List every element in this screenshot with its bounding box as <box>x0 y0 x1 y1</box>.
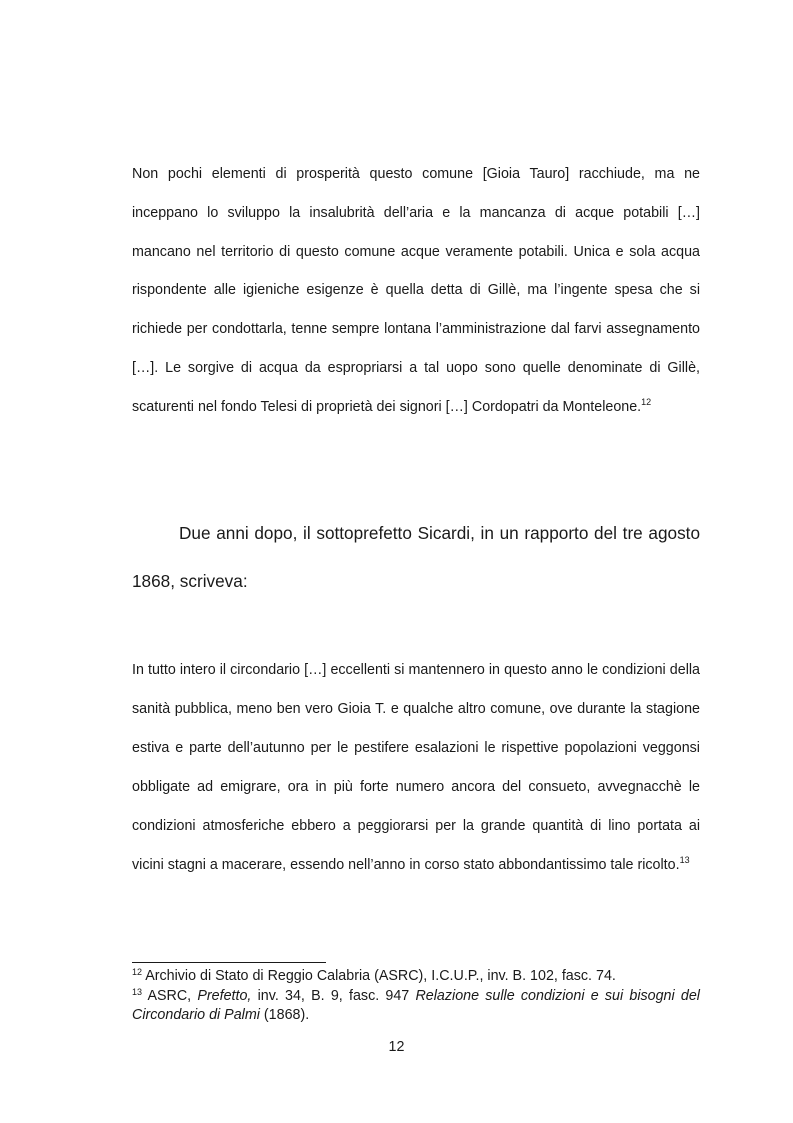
footnote-text: inv. 34, B. 9, fasc. 947 <box>251 987 416 1004</box>
footnote-italic-title: Relazione sulle condizioni e sui bisogni del Circondario di Palmi <box>132 987 700 1023</box>
footnotes <box>132 967 700 1026</box>
footnote-ref-12[interactable]: 12 <box>641 396 652 407</box>
footnote-text: (1868). <box>259 1007 310 1023</box>
quote-text: Non pochi elementi di prosperità questo comune [Gioia Tauro] racchiude, ma ne inceppano lo sviluppo la insalubrità dell’aria e la mancanza di acque potabili […] mancano nel territorio di questo comune acque veramente potabili. Unica e sola acqua rispondente alle igieniche esigenze è quella detta di Gillè, ma l’ingente spesa che si richiede per condottarla, tenne sempre lontana l’amministrazione dal farvi assegnamento […]. Le sorgive di acqua da espropriarsi a tal uopo sono quelle denominate di Gillè, scaturenti nel fondo Telesi di proprietà dei signori […] Cordopatri da Monteleone. <box>132 166 700 415</box>
quote-text: In tutto intero il circondario […] eccellenti si mantennero in questo anno le condizioni della sanità pubblica, meno ben vero Gioia T. e qualche altro comune, ove durante la stagione estiva e parte dell’autunno per le pestifere esalazioni le rispettive popolazioni veggonsi obbligate ad emigrare, ora in più forte numero ancora del consueto, avvegnacchè le condizioni atmosferiche ebbero a peggiorarsi per la grande quantità di lino portata ai vicini stagni a macerare, essendo nell’anno in corso stato abbondantissimo tale ricolto. <box>132 662 700 873</box>
footnote-ref-13[interactable]: 13 <box>679 855 690 865</box>
quote-paragraph <box>132 651 700 885</box>
footnote-italic-fonds: Prefetto, <box>197 987 252 1004</box>
block-quote-2 <box>132 651 700 885</box>
footnote-text: Archivio di Stato di Reggio Calabria (ASRC), I.C.U.P., inv. B. 102, fasc. 74. <box>142 968 616 984</box>
footnote-12 <box>132 967 700 987</box>
footnote-13 <box>132 987 700 1026</box>
footnote-text: ASRC, <box>142 987 198 1004</box>
block-quote-1 <box>132 155 700 427</box>
body-text: Due anni dopo, il sottoprefetto Sicardi, in un rapporto del tre agosto 1868, scriveva: <box>132 523 700 591</box>
body-paragraph <box>132 509 700 605</box>
quote-paragraph <box>132 155 700 427</box>
page-number: 12 <box>388 1039 405 1055</box>
footnote-divider <box>132 962 326 963</box>
footnote-number: 12 <box>132 967 143 977</box>
footnote-number: 13 <box>132 986 143 997</box>
